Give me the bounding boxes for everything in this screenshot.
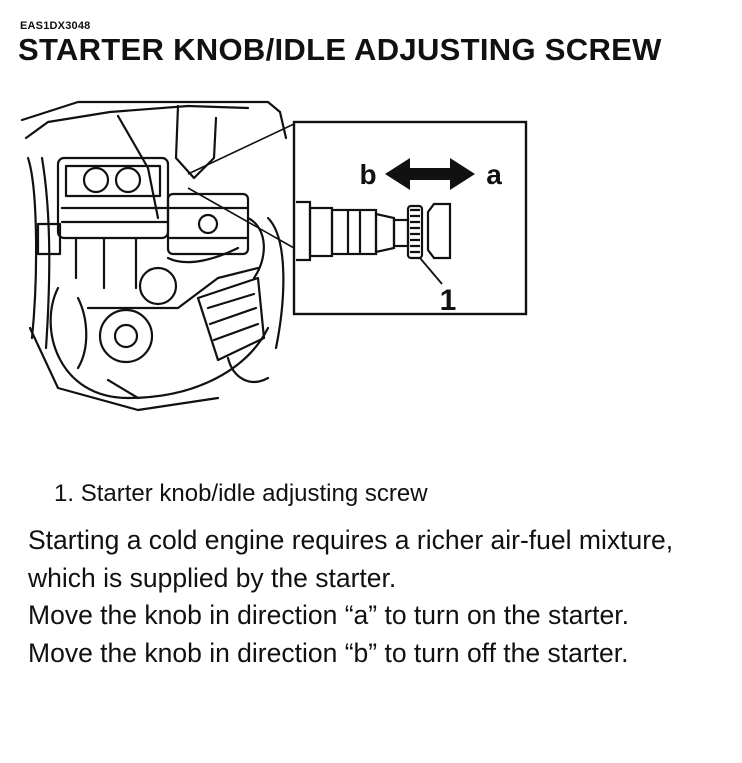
direction-label-a: a (486, 159, 502, 190)
instruction-body (28, 522, 728, 672)
starter-knob-illustration (18, 98, 538, 420)
paragraph-direction-a: Move the knob in direction “a” to turn on the starter. (28, 600, 629, 630)
callout-number: 1 (439, 284, 457, 317)
paragraph-cold-start: Starting a cold engine requires a richer air-fuel mixture, which is supplied by the starter. (28, 525, 674, 593)
direction-label-b: b (359, 159, 377, 190)
figure-caption (54, 480, 428, 508)
engine-drawing (22, 102, 286, 410)
detail-inset-box (294, 122, 526, 317)
document-code: EAS1DX3048 (20, 20, 91, 32)
callout-leader-lines (188, 124, 294, 248)
caption-text: Starter knob/idle adjusting screw (80, 480, 428, 507)
caption-number: 1. (54, 480, 75, 507)
page-title: STARTER KNOB/IDLE ADJUSTING SCREW (18, 32, 662, 67)
paragraph-direction-b: Move the knob in direction “b” to turn off the starter. (28, 637, 629, 668)
